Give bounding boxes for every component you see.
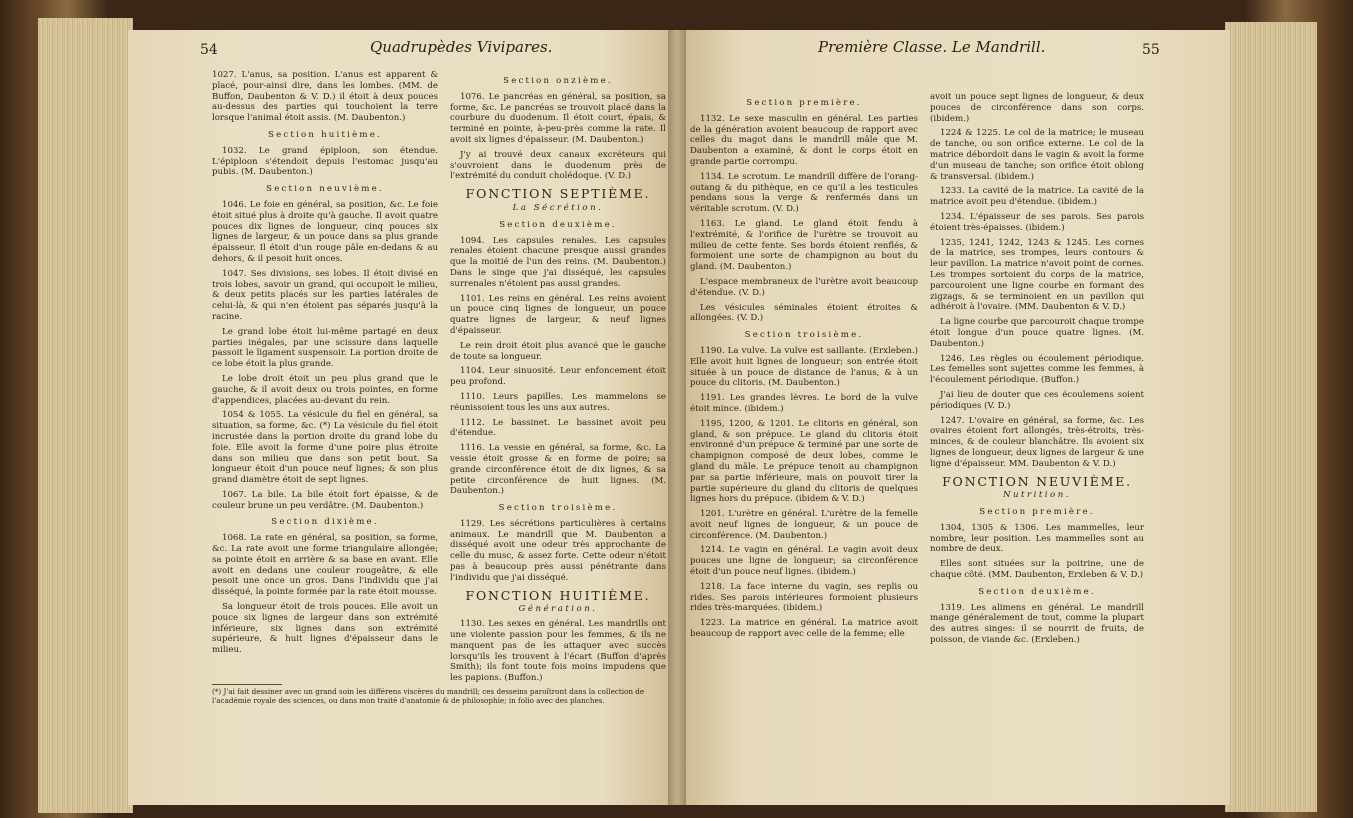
section-heading: Section première. xyxy=(979,507,1095,518)
paragraph: 1094. Les capsules renales. Les capsules renales étoient chacune presque aussi grandes que la moitié de l'un des reins. (M. Daubenton.) Dans le singe que j'ai disséqué, les capsules surrenales n'étoient pas aussi grandes. xyxy=(450,235,666,289)
book-gutter xyxy=(668,30,686,805)
paragraph: 1319. Les alimens en général. Le mandrill mange généralement de tout, comme la plupart des autres singes: il se nourrit de fruits, de poisson, de viande &c. (Erxleben.) xyxy=(930,602,1144,646)
paragraph: 1235, 1241, 1242, 1243 & 1245. Les cornes de la matrice, ses trompes, leurs contours & leur pavillon. La matrice n'avoit point de cornes. Les trompes sortoient du corps de la matrice, parcouroient une ligne courbe en formant des zigzags, & se terminoient en un pavillon qui adhéroit à l'ovaire. (MM. Daubenton & V. D.) xyxy=(930,237,1144,313)
function-subheading: Génération. xyxy=(518,604,598,615)
paragraph: L'espace membraneux de l'urètre avoit beaucoup d'étendue. (V. D.) xyxy=(690,276,918,298)
left-page-edges xyxy=(38,18,133,813)
section-heading: Section troisième. xyxy=(498,503,618,514)
function-subheading: Nutrition. xyxy=(1002,490,1071,501)
section-heading: Section huitième. xyxy=(268,129,382,140)
paragraph: 1027. L'anus, sa position. L'anus est apparent & placé, pour-ainsi dire, dans les lombes. (MM. de Buffon, Daubenton & V. D.) il étoit à deux pouces au-dessus des parties qui touchoient la terre lorsque l'animal étoit assis. (M. Daubenton.) xyxy=(212,70,438,124)
paragraph: J'ai lieu de douter que ces écoulemens soient périodiques (V. D.) xyxy=(930,389,1144,411)
paragraph: 1116. La vessie en général, sa forme, &c. La vessie étoit grosse & en forme de poire; sa grande circonférence étoit de dix lignes, & sa petite circonférence de huit lignes. (M. Daubenton.) xyxy=(450,443,666,497)
function-heading: FONCTION SEPTIÈME. xyxy=(465,186,651,202)
paragraph: La ligne courbe que parcouroit chaque trompe étoit longue d'un pouce quatre lignes. (M. Daubenton.) xyxy=(930,317,1144,349)
function-heading: FONCTION HUITIÈME. xyxy=(465,587,651,603)
paragraph: 1134. Le scrotum. Le mandrill diffère de l'orang-outang & du pithèque, en ce qu'il a les testicules pendans sous la verge & renfermés dans un véritable scrotum. (V. D.) xyxy=(690,171,918,215)
paragraph: 1067. La bile. La bile étoit fort épaisse, & de couleur brune un peu verdâtre. (M. Daubenton.) xyxy=(212,489,438,511)
right-page-edges xyxy=(1225,22,1317,812)
paragraph: 1224 & 1225. Le col de la matrice; le museau de tanche, ou son orifice externe. Le col de la matrice débordoit dans le vagin & avoit la forme d'un museau de tanche; son orifice étoit oblong & transversal. (ibidem.) xyxy=(930,128,1144,182)
left-running-head: Quadrupèdes Vivipares. xyxy=(370,38,553,56)
section-heading: Section deuxième. xyxy=(499,219,617,230)
left-column-1 xyxy=(212,70,438,682)
section-heading: Section neuvième. xyxy=(266,184,384,195)
paragraph: 1190. La vulve. La vulve est saillante. (Erxleben.) Elle avoit huit lignes de longueur; son entrée étoit située à un pouce de distance de l'anus, & à un pouce du clitoris. (M. Daubenton.) xyxy=(690,345,918,389)
paragraph: 1110. Leurs papilles. Les mammelons se réunissoient tous les uns aux autres. xyxy=(450,391,666,413)
paragraph: 1047. Ses divisions, ses lobes. Il étoit divisé en trois lobes, savoir un grand, qui occupoit le milieu, & deux petits placés sur les parties latérales de celui-là, & qui n'en étoient pas séparés jusqu'à la racine. xyxy=(212,268,438,322)
paragraph: 1247. L'ovaire en général, sa forme, &c. Les ovaires étoient fort allongés, très-étroits, très-minces, & de couleur blanchâtre. Ils avoient six lignes de longueur, deux lignes de largeur & une ligne d'épaisseur. MM. Daubenton & V. D.) xyxy=(930,415,1144,469)
paragraph: 1068. La rate en général, sa position, sa forme, &c. La rate avoit une forme triangulaire allongée; sa pointe étoit en arrière & sa base en avant. Elle avoit en dedans une couleur rougeâtre, & elle pesoit une once un gros. Dans l'individu que j'ai disséqué, la pointe formée par la rate étoit mousse. xyxy=(212,533,438,598)
paragraph: 1112. Le bassinet. Le bassinet avoit peu d'étendue. xyxy=(450,417,666,439)
left-page-number: 54 xyxy=(200,42,218,58)
paragraph: 1304, 1305 & 1306. Les mammelles, leur nombre, leur position. Les mammelles sont au nombre de deux. xyxy=(930,522,1144,555)
paragraph: 1246. Les règles ou écoulement périodique. Les femelles sont sujettes comme les femmes, à l'écoulement périodique. (Buffon.) xyxy=(930,353,1144,386)
paragraph: Le lobe droit étoit un peu plus grand que le gauche, & il avoit deux ou trois pointes, en forme d'appendices, placées au-devant du rein. xyxy=(212,373,438,406)
paragraph: 1234. L'épaisseur de ses parois. Ses parois étoient très-épaisses. (ibidem.) xyxy=(930,211,1144,233)
paragraph: Le grand lobe étoit lui-même partagé en deux parties inégales, par une scissure dans laquelle passoit le ligament suspensoir. La portion droite de ce lobe étoit la plus grande. xyxy=(212,326,438,370)
right-running-head: Première Classe. Le Mandrill. xyxy=(818,38,1046,56)
left-column-2 xyxy=(450,70,666,682)
paragraph: 1223. La matrice en général. La matrice avoit beaucoup de rapport avec celle de la femme; elle xyxy=(690,618,918,640)
paragraph: 1129. Les sécrétions particulières à certains animaux. Le mandrill que M. Daubenton a disséqué avoit une odeur très approchante de celle du musc, & assez forte. Cette odeur n'étoit pas à beaucoup près aussi pénétrante dans l'individu que j'ai disséqué. xyxy=(450,518,666,583)
right-column-1 xyxy=(690,92,918,802)
function-subheading: La Sécrétion. xyxy=(512,202,604,213)
paragraph: 1101. Les reins en général. Les reins avoient un pouce cinq lignes de longueur, un pouce quatre lignes de largeur, & neuf lignes d'épaisseur. xyxy=(450,293,666,336)
paragraph: 1132. Le sexe masculin en général. Les parties de la génération avoient beaucoup de rapport avec celles du magot dans le mandrill mâle que M. Daubenton a examiné, & dont le corps étoit en grande partie corrompu. xyxy=(690,113,918,167)
paragraph: Elles sont situées sur la poitrine, une de chaque côté. (MM. Daubenton, Erxleben & V. D.) xyxy=(930,559,1144,581)
right-column-2 xyxy=(930,92,1144,802)
section-heading: Section deuxième. xyxy=(978,586,1096,597)
section-heading: Section onzième. xyxy=(503,76,613,86)
paragraph: 1032. Le grand épiploon, son étendue. L'épiploon s'étendoit depuis l'estomac jusqu'au pubis. (M. Daubenton.) xyxy=(212,145,438,178)
section-heading: Section dixième. xyxy=(271,517,379,528)
paragraph: 1076. Le pancréas en général, sa position, sa forme, &c. Le pancréas se trouvoit placé dans la courbure du duodenum. Il étoit court, épais, & terminé en pointe, à-peu-près comme la rate. Il avoit six lignes d'épaisseur. (M. Daubenton.) xyxy=(450,91,666,145)
paragraph: 1201. L'urètre en général. L'urètre de la femelle avoit neuf lignes de longueur, & un pouce de circonférence. (M. Daubenton.) xyxy=(690,509,918,541)
paragraph: 1130. Les sexes en général. Les mandrills ont une violente passion pour les femmes, & ils ne manquent pas de les attaquer avec succès lorsqu'ils les trouvent à l'écart (Buffon d'après Smith); ils font toute fois moins impudens que les papions. (Buffon.) xyxy=(450,619,666,684)
paragraph: 1054 & 1055. La vésicule du fiel en général, sa situation, sa forme, &c. (*) La vésicule du fiel étoit incrustée dans la portion droite du grand lobe du foie. Elle avoit la forme d'une poire plus étroite dans son milieu que dans son petit bout. Sa longueur étoit d'un pouce neuf lignes; & son plus grand diamètre étoit de sept lignes. xyxy=(212,410,438,486)
paragraph: Les vésicules séminales étoient étroites & allongées. (V. D.) xyxy=(690,302,918,324)
footnote-rule xyxy=(212,684,282,685)
paragraph: 1191. Les grandes lèvres. Le bord de la vulve étoit mince. (ibidem.) xyxy=(690,393,918,414)
function-heading: FONCTION NEUVIÈME. xyxy=(942,473,1132,489)
right-page-number: 55 xyxy=(1142,42,1160,58)
paragraph: 1195, 1200, & 1201. Le clitoris en général, son gland, & son prépuce. Le gland du clitoris étoit environné d'un prépuce & terminé par une sorte de champignon composé de deux lobes, comme le gland du mâle. Le prépuce tenoit au champignon par sa partie inférieure, mais on pouvoit tirer la partie supérieure du gland du clitoris de quelques lignes hors du prépuce. (ibidem & V. D.) xyxy=(690,418,918,505)
paragraph: J'y ai trouvé deux canaux excréteurs qui s'ouvroient dans le duodenum près de l'extrémité du conduit cholédoque. (V. D.) xyxy=(450,149,666,182)
paragraph: 1046. Le foie en général, sa position, &c. Le foie étoit situé plus à droite qu'à gauche. Il avoit quatre pouces dix lignes de longueur, cinq pouces six lignes de largeur, & un pouce dans sa plus grande épaisseur. Il étoit d'un rouge pâle en-dedans & au dehors, & il pesoit huit onces. xyxy=(212,199,438,264)
footnote: (*) J'ai fait dessiner avec un grand soin les différens viscères du mandrill; ces desseins paroîtront dans la collection de l'académie royale des sciences, ou dans mon traité d'anatomie & de philosophie; in folio avec des planches. xyxy=(212,687,645,705)
paragraph: avoit un pouce sept lignes de longueur, & deux pouces de circonférence dans son corps. (ibidem.) xyxy=(930,92,1144,124)
section-heading: Section troisième. xyxy=(744,330,864,341)
section-heading: Section première. xyxy=(746,98,862,108)
paragraph: 1104. Leur sinuosité. Leur enfoncement étoit peu profond. xyxy=(450,366,666,388)
paragraph: Sa longueur étoit de trois pouces. Elle avoit un pouce six lignes de largeur dans son extrémité inférieure, six lignes dans son extrémité supérieure, & huit lignes d'épaisseur dans le milieu. xyxy=(212,602,438,656)
paragraph: Le rein droit étoit plus avancé que le gauche de toute sa longueur. xyxy=(450,340,666,362)
paragraph: 1218. La face interne du vagin, ses replis ou rides. Ses parois intérieures formoient plusieurs rides très-marquées. (ibidem.) xyxy=(690,581,918,614)
paragraph: 1163. Le gland. Le gland étoit fendu à l'extrémité, & l'orifice de l'urètre se trouvoit au milieu de cette fente. Ses bords étoient renflés, & formoient une sorte de champignon au bout du gland. (M. Daubenton.) xyxy=(690,218,918,273)
paragraph: 1214. Le vagin en général. Le vagin avoit deux pouces une ligne de longueur; sa circonférence étoit d'un pouce neuf lignes. (ibidem.) xyxy=(690,545,918,578)
paragraph: 1233. La cavité de la matrice. La cavité de la matrice avoit peu d'étendue. (ibidem.) xyxy=(930,186,1144,208)
